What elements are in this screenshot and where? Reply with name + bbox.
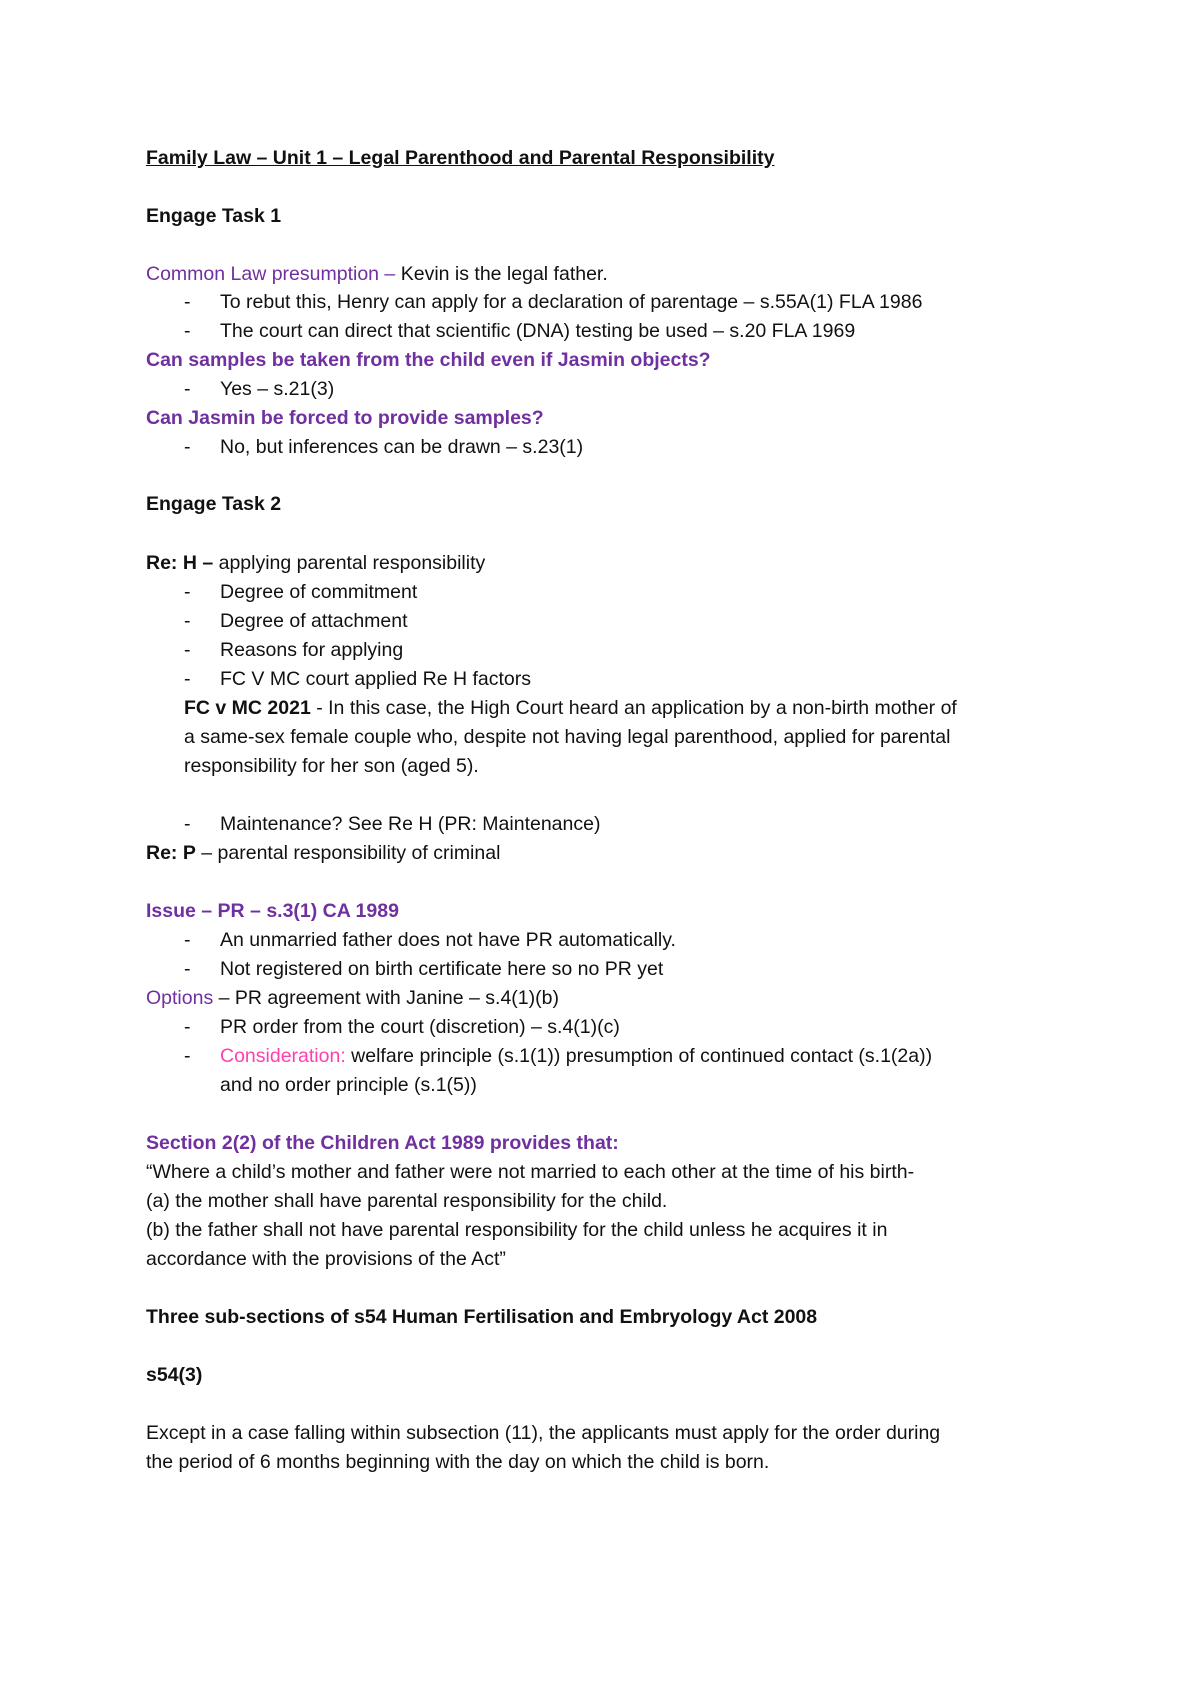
presumption-line bbox=[146, 262, 608, 290]
bullet-text: Degree of attachment bbox=[220, 610, 408, 632]
bullet-dash: - bbox=[184, 813, 191, 835]
s54-subheading: s54(3) bbox=[146, 1364, 203, 1386]
bullet-text: To rebut this, Henry can apply for a declaration of parentage – s.55A(1) FLA 1986 bbox=[220, 291, 923, 313]
consideration-continuation: and no order principle (s.1(5)) bbox=[220, 1074, 477, 1096]
bullet-dash: - bbox=[184, 929, 191, 951]
section22-line-3: (b) the father shall not have parental responsibility for the child unless he acquires it in bbox=[146, 1219, 888, 1241]
options-line bbox=[146, 986, 559, 1014]
bullet-dash: - bbox=[184, 639, 191, 661]
rep-line bbox=[146, 841, 500, 869]
consideration-line bbox=[220, 1044, 932, 1068]
bullet-dash: - bbox=[184, 668, 191, 690]
issue-heading: Issue – PR – s.3(1) CA 1989 bbox=[146, 900, 399, 922]
bullet-dash: - bbox=[184, 1016, 191, 1038]
bullet-dash: - bbox=[184, 436, 191, 458]
bullet-dash: - bbox=[184, 378, 191, 400]
bullet-text: Yes – s.21(3) bbox=[220, 378, 335, 400]
consideration-label: Consideration: bbox=[220, 1045, 346, 1067]
fcmc-text: - In this case, the High Court heard an application by a non-birth mother of bbox=[310, 697, 957, 719]
bullet-text: Reasons for applying bbox=[220, 639, 404, 661]
consideration-text: welfare principle (s.1(1)) presumption of continued contact (s.1(2a)) bbox=[345, 1045, 933, 1067]
document-title: Family Law – Unit 1 – Legal Parenthood and Parental Responsibility bbox=[146, 147, 775, 169]
task1-heading: Engage Task 1 bbox=[146, 205, 282, 227]
reh-label: Re: H – bbox=[146, 552, 214, 574]
bullet-text: The court can direct that scientific (DNA) testing be used – s.20 FLA 1969 bbox=[220, 320, 856, 342]
section22-heading: Section 2(2) of the Children Act 1989 provides that: bbox=[146, 1132, 619, 1154]
bullet-dash: - bbox=[184, 581, 191, 603]
bullet-text: Degree of commitment bbox=[220, 581, 418, 603]
question-samples-child: Can samples be taken from the child even if Jasmin objects? bbox=[146, 349, 711, 371]
s54-line-1: Except in a case falling within subsection (11), the applicants must apply for the order during bbox=[146, 1422, 941, 1444]
task2-heading: Engage Task 2 bbox=[146, 493, 282, 515]
s54-line-2: the period of 6 months beginning with the day on which the child is born. bbox=[146, 1451, 770, 1473]
fcmc-line-2: a same-sex female couple who, despite not having legal parenthood, applied for parental bbox=[184, 726, 951, 748]
presumption-text: Kevin is the legal father. bbox=[395, 263, 608, 285]
question-jasmin-samples: Can Jasmin be forced to provide samples? bbox=[146, 407, 544, 429]
bullet-text: No, but inferences can be drawn – s.23(1) bbox=[220, 436, 584, 458]
bullet-dash: - bbox=[184, 1045, 191, 1067]
bullet-text: FC V MC court applied Re H factors bbox=[220, 668, 532, 690]
options-text: – PR agreement with Janine – s.4(1)(b) bbox=[213, 987, 559, 1009]
options-label: Options bbox=[146, 987, 214, 1009]
bullet-text: PR order from the court (discretion) – s.4(1)(c) bbox=[220, 1016, 620, 1038]
bullet-dash: - bbox=[184, 610, 191, 632]
bullet-dash: - bbox=[184, 958, 191, 980]
fcmc-line-3: responsibility for her son (aged 5). bbox=[184, 755, 479, 777]
bullet-text: An unmarried father does not have PR automatically. bbox=[220, 929, 676, 951]
presumption-label: Common Law presumption – bbox=[146, 263, 396, 285]
rep-text: – parental responsibility of criminal bbox=[195, 842, 501, 864]
fcmc-label: FC v MC 2021 bbox=[184, 697, 311, 719]
bullet-dash: - bbox=[184, 320, 191, 342]
rep-label: Re: P bbox=[146, 842, 196, 864]
bullet-text: Maintenance? See Re H (PR: Maintenance) bbox=[220, 813, 601, 835]
section22-line-2: (a) the mother shall have parental responsibility for the child. bbox=[146, 1190, 668, 1212]
section22-line-1: “Where a child’s mother and father were not married to each other at the time of his birth- bbox=[146, 1161, 915, 1183]
reh-text: applying parental responsibility bbox=[213, 552, 486, 574]
section22-line-4: accordance with the provisions of the Act” bbox=[146, 1248, 506, 1270]
bullet-dash: - bbox=[184, 291, 191, 313]
bullet-text: Not registered on birth certificate here so no PR yet bbox=[220, 958, 664, 980]
reh-line bbox=[146, 551, 485, 579]
s54-heading: Three sub-sections of s54 Human Fertilisation and Embryology Act 2008 bbox=[146, 1306, 818, 1328]
fcmc-line-1 bbox=[184, 696, 957, 724]
